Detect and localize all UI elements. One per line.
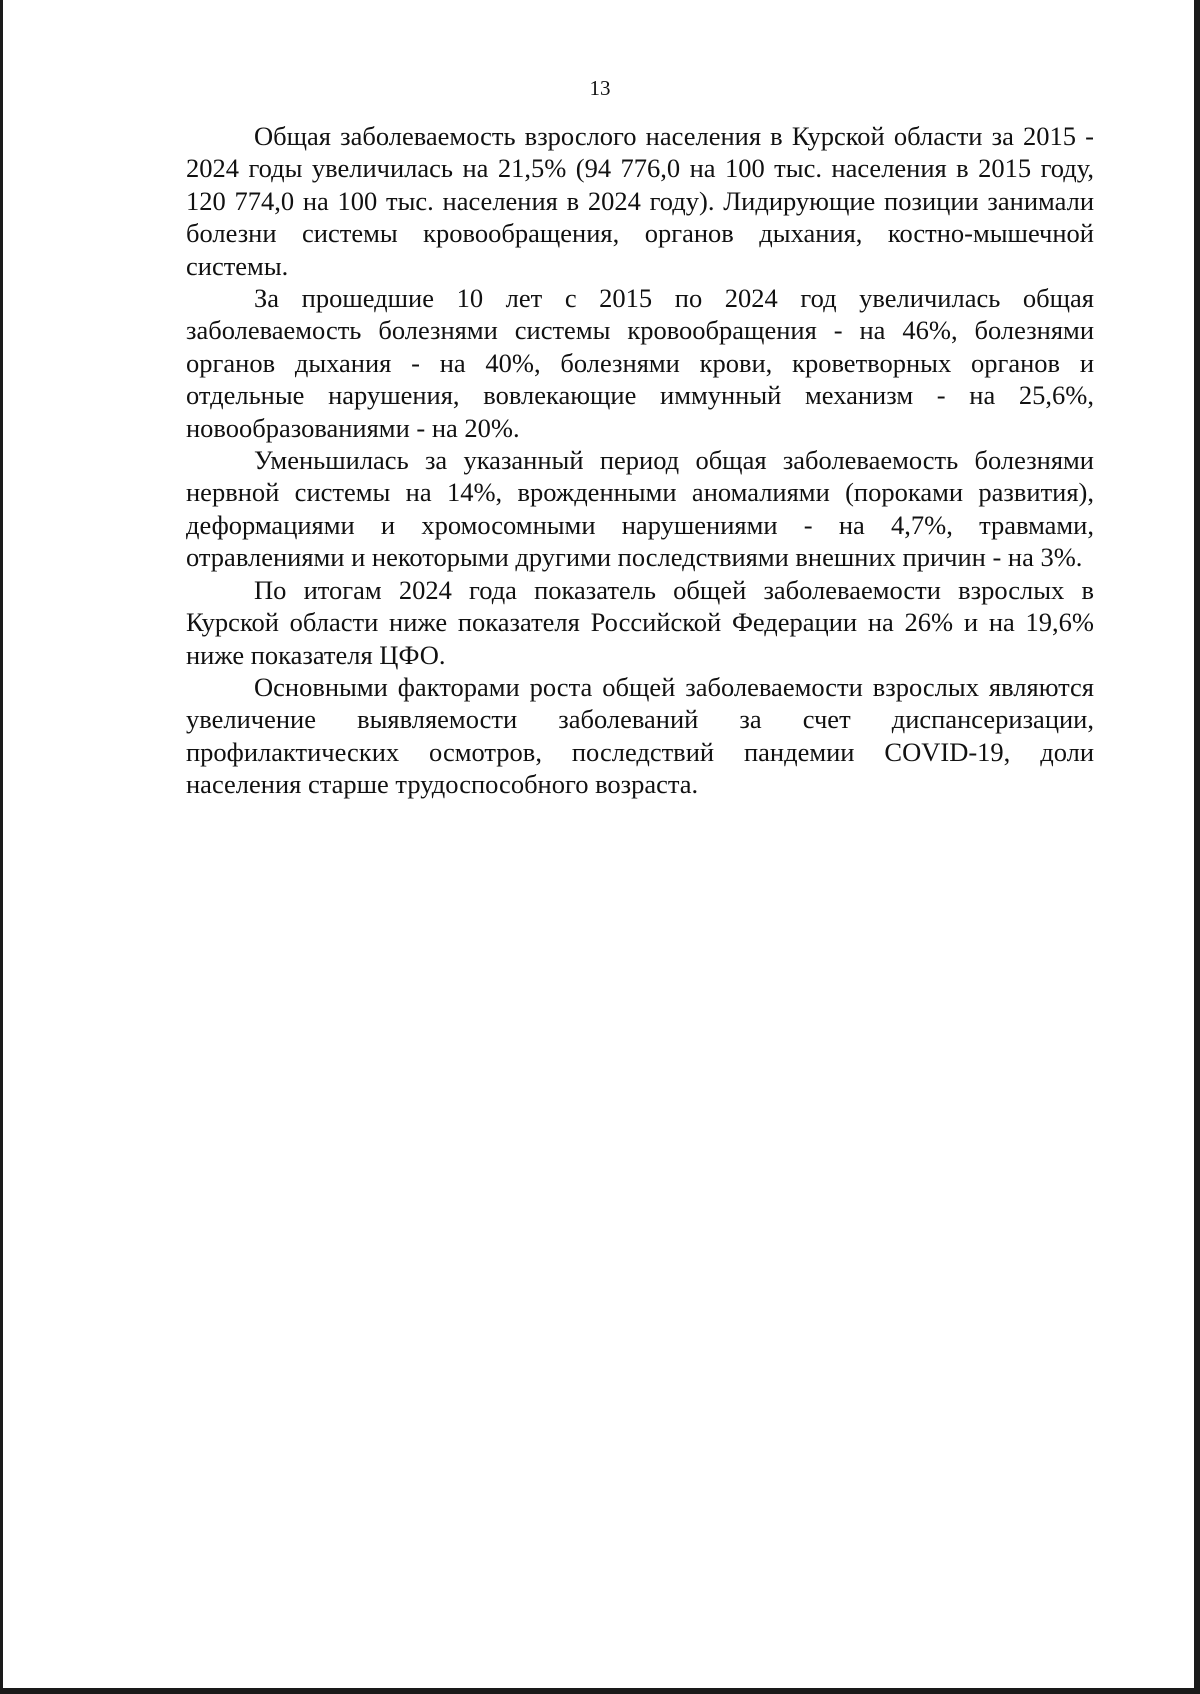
scan-edge-right: [1194, 0, 1200, 1694]
scan-edge-left: [0, 0, 3, 1694]
paragraph-5: Основными факторами роста общей заболеваемости взрослых являются увеличение выявляемости заболеваний за счет диспансеризации, профилактических осмотров, последствий пандемии COVID-19, доли населения старше трудоспособного возраста.: [186, 671, 1094, 800]
document-body: [186, 120, 1094, 801]
paragraph-2: За прошедшие 10 лет с 2015 по 2024 год увеличилась общая заболеваемость болезнями системы кровообращения - на 46%, болезнями органов дыхания - на 40%, болезнями крови, кроветворных органов и отдельные нарушения, вовлекающие иммунный механизм - на 25,6%, новообразованиями - на 20%.: [186, 283, 1094, 443]
page-number: 13: [589, 76, 611, 100]
scan-edge-bottom: [0, 1688, 1200, 1694]
paragraph-3: Уменьшилась за указанный период общая заболеваемость болезнями нервной системы на 14%, врожденными аномалиями (пороками развития), деформациями и хромосомными нарушениями - на 4,7%, травмами, отравлениями и некоторыми другими последствиями внешних причин - на 3%.: [186, 445, 1094, 573]
paragraph-4: По итогам 2024 года показатель общей заболеваемости взрослых в Курской области ниже показателя Российской Федерации на 26% и на 19,6% ниже показателя ЦФО.: [186, 574, 1094, 670]
paragraph-1: Общая заболеваемость взрослого населения в Курской области за 2015 - 2024 годы увеличилась на 21,5% (94 776,0 на 100 тыс. населения в 2015 году, 120 774,0 на 100 тыс. населения в 2024 году). Лидирующие позиции занимали болезни системы кровообращения, органов дыхания, костно-мышечной системы.: [186, 121, 1094, 281]
